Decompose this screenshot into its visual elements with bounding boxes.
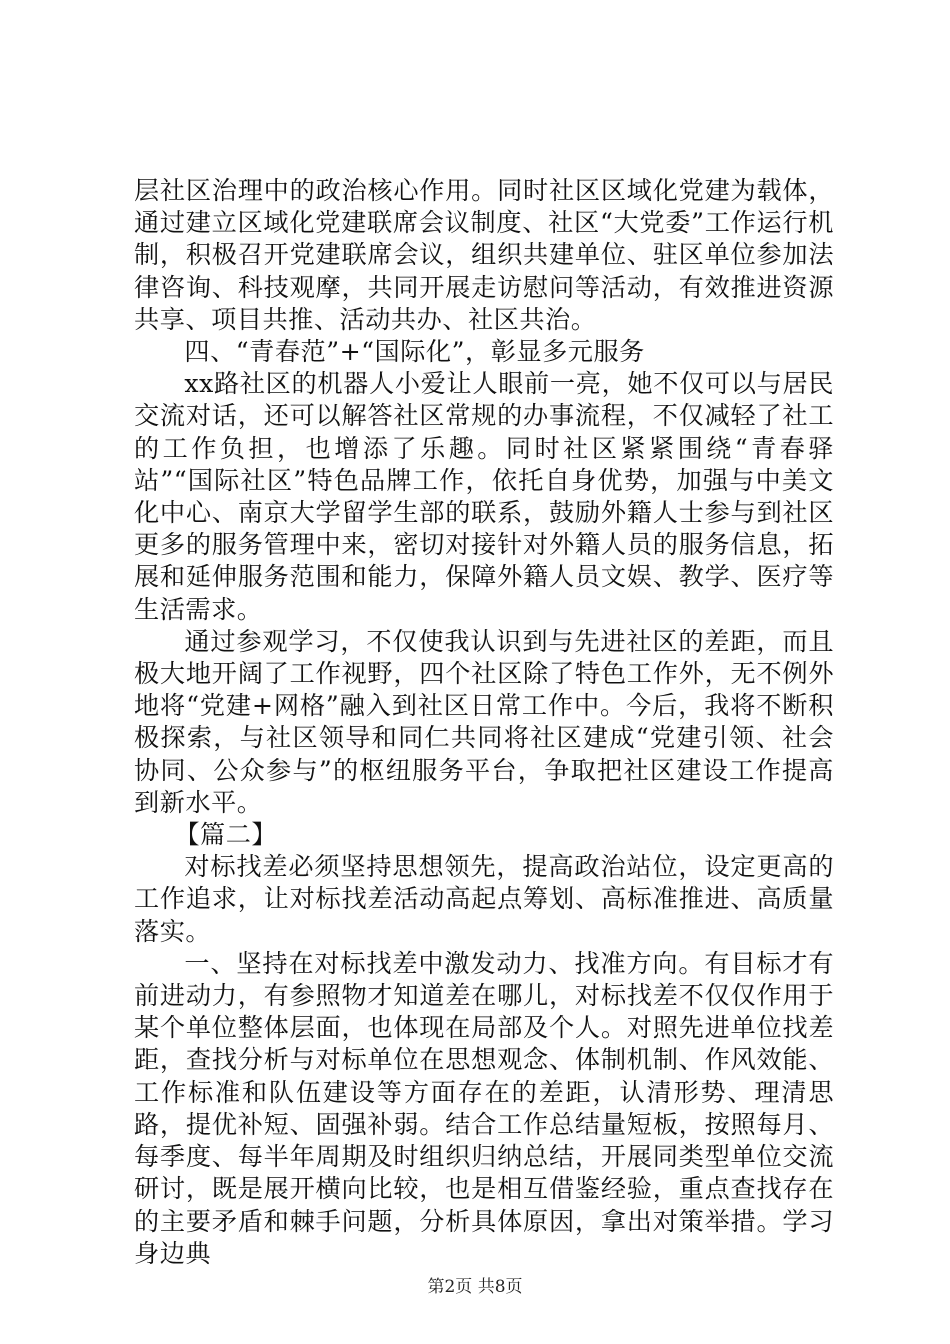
- section-title-pian-two: 【篇二】: [174, 820, 278, 850]
- paragraph-robot-service: xx路社区的机器人小爱让人眼前一亮，她不仅可以与居民交流对话，还可以解答社区常规的办事流程，不仅减轻了社工的工作负担，也增添了乐趣。同时社区紧紧围绕“青春驿站”“国际社区”特色品牌工作，依托自身优势，加强与中美文化中心、南京大学留学生部的联系，鼓励外籍人士参与到社区更多的服务管理中来，密切对接针对外籍人员的服务信息，拓展和延伸服务范围和能力，保障外籍人员文娱、教学、医疗等生活需求。: [134, 369, 834, 624]
- paragraph-conclusion: 通过参观学习，不仅使我认识到与先进社区的差距，而且极大地开阔了工作视野，四个社区除了特色工作外，无不例外地将“党建+网格”融入到社区日常工作中。今后，我将不断积极探索，与社区领导和同仁共同将社区建成“党建引领、社会协同、公众参与”的枢纽服务平台，争取把社区建设工作提高到新水平。: [134, 626, 834, 817]
- paragraph-continuation: 层社区治理中的政治核心作用。同时社区区域化党建为载体，通过建立区域化党建联席会议制度、社区“大党委”工作运行机制，积极召开党建联席会议，组织共建单位、驻区单位参加法律咨询、科技观摩，共同开展走访慰问等活动，有效推进资源共享、项目共推、活动共办、社区共治。: [134, 176, 834, 334]
- page-number-label: 第2页 共8页: [427, 1277, 523, 1297]
- document-body: [134, 175, 834, 1270]
- page-footer: [0, 1276, 950, 1298]
- paragraph-point-one: 一、坚持在对标找差中激发动力、找准方向。有目标才有前进动力，有参照物才知道差在哪儿，对标找差不仅仅作用于某个单位整体层面，也体现在局部及个人。对照先进单位找差距，查找分析与对标单位在思想观念、体制机制、作风效能、工作标准和队伍建设等方面存在的差距，认清形势、理清思路，提优补短、固强补弱。结合工作总结量短板，按照每月、每季度、每半年周期及时组织归纳总结，开展同类型单位交流研讨，既是展开横向比较，也是相互借鉴经验，重点查找存在的主要矛盾和棘手问题，分析具体原因，拿出对策举措。学习身边典: [134, 948, 834, 1268]
- section-heading-four: 四、“青春范”+“国际化”，彰显多元服务: [184, 337, 645, 367]
- paragraph-intro-benchmarking: 对标找差必须坚持思想领先，提高政治站位，设定更高的工作追求，让对标找差活动高起点筹划、高标准推进、高质量落实。: [134, 852, 834, 946]
